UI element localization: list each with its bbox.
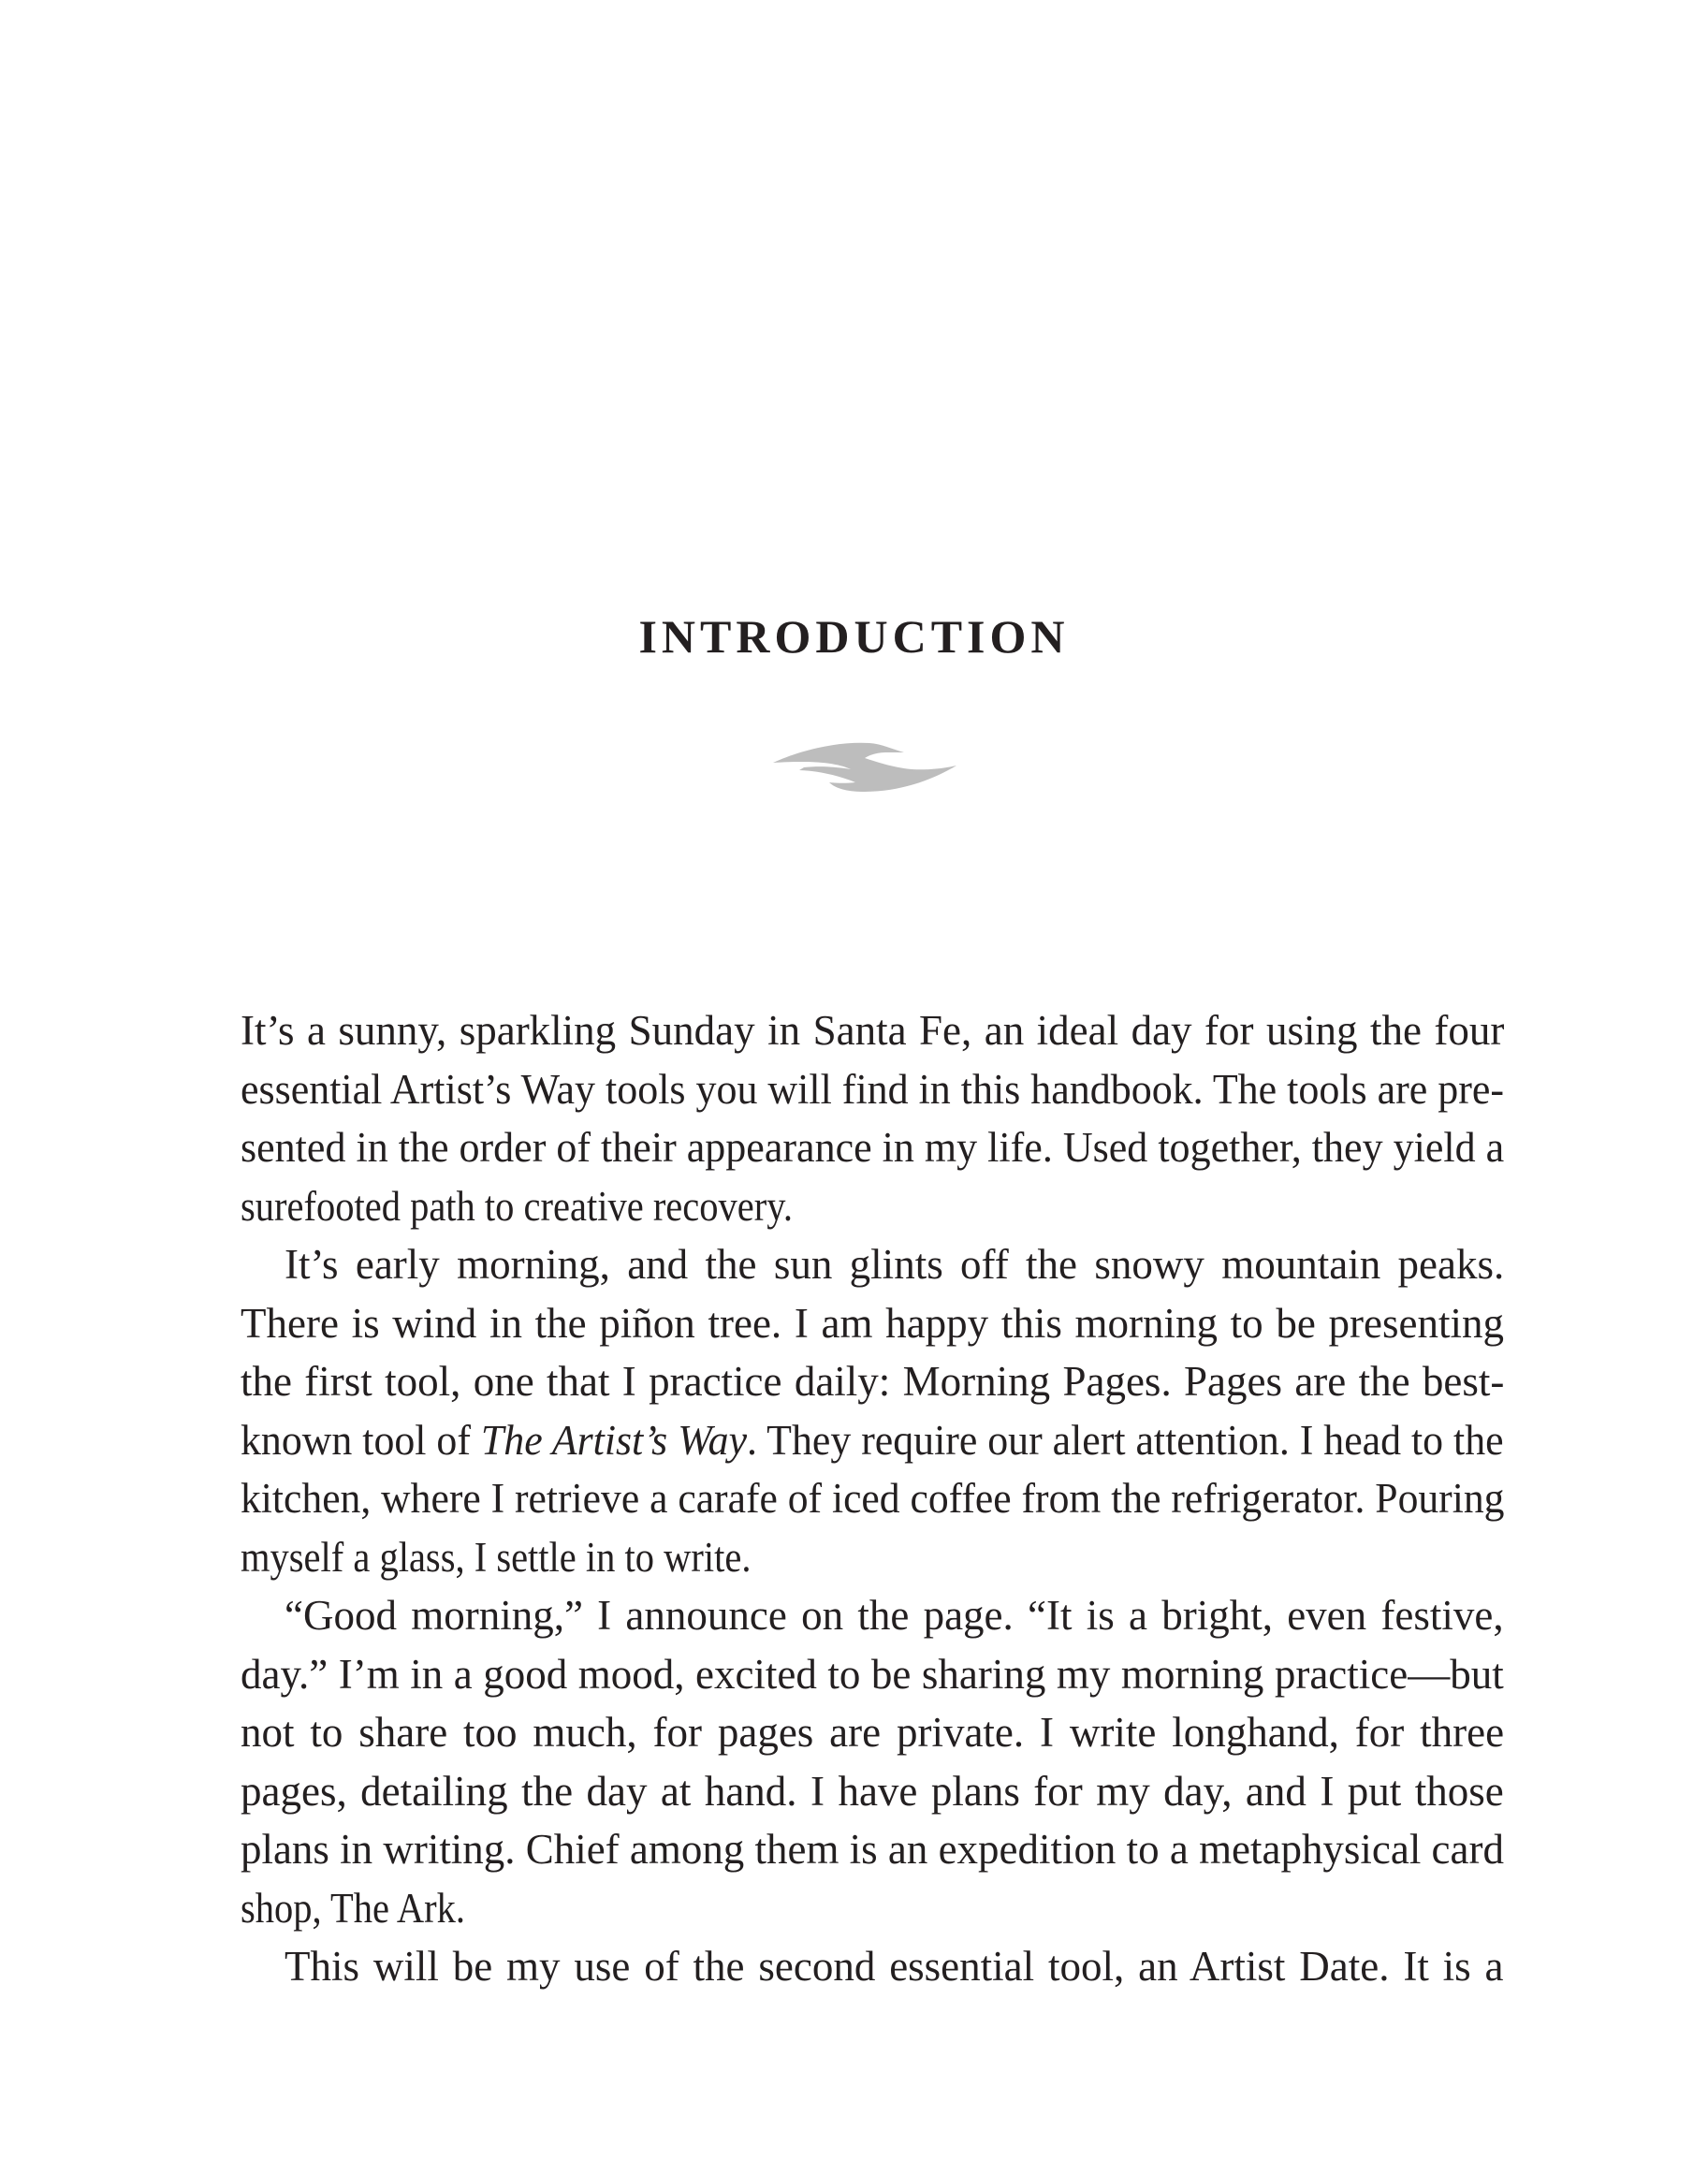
text-line: myself a glass, I settle in to write. (241, 1533, 752, 1581)
text-line: “Good morning,” I announce on the page. “It is a bright, even festive, (285, 1592, 1504, 1639)
text-line: not to share too much, for pages are private. I write longhand, for three (241, 1709, 1505, 1756)
text-line: surefooted path to creative recovery. (241, 1182, 793, 1230)
text-line: kitchen, where I retrieve a carafe of iced coffee from the refrigerator. Pouring (241, 1475, 1505, 1522)
chapter-title: INTRODUCTION (638, 609, 1070, 663)
text-line: sented in the order of their appearance in my life. Used together, they yield a (241, 1124, 1505, 1171)
paragraph (241, 1586, 1504, 1937)
flame-wave-ornament-icon (771, 739, 958, 795)
book-title-italic: The Artist’s Way (480, 1416, 748, 1464)
text-line: It’s a sunny, sparkling Sunday in Santa Fe, an ideal day for using the four (241, 1007, 1505, 1054)
text-line: plans in writing. Chief among them is an expedition to a metaphysical card (241, 1826, 1504, 1873)
text-line: It’s early morning, and the sun glints off the snowy mountain peaks. (285, 1241, 1505, 1288)
text-line: essential Artist’s Way tools you will find in this handbook. The tools are pre- (241, 1065, 1505, 1113)
paragraph (241, 1001, 1504, 1235)
paragraph (241, 1937, 1504, 1996)
text-line: shop, The Ark. (241, 1884, 466, 1932)
text-line: the first tool, one that I practice daily: Morning Pages. Pages are the best- (241, 1358, 1505, 1405)
text-line: There is wind in the piñon tree. I am happy this morning to be presenting (241, 1299, 1504, 1347)
text-line: day.” I’m in a good mood, excited to be sharing my morning practice—but (241, 1650, 1504, 1698)
text-line: known tool of The Artist’s Way. They require our alert attention. I head to the (241, 1416, 1504, 1464)
paragraph (241, 1235, 1504, 1586)
text-line: pages, detailing the day at hand. I have plans for my day, and I put those (241, 1767, 1504, 1815)
body-text (241, 1001, 1504, 1996)
text-line: This will be my use of the second essential tool, an Artist Date. It is a (285, 1943, 1504, 1990)
